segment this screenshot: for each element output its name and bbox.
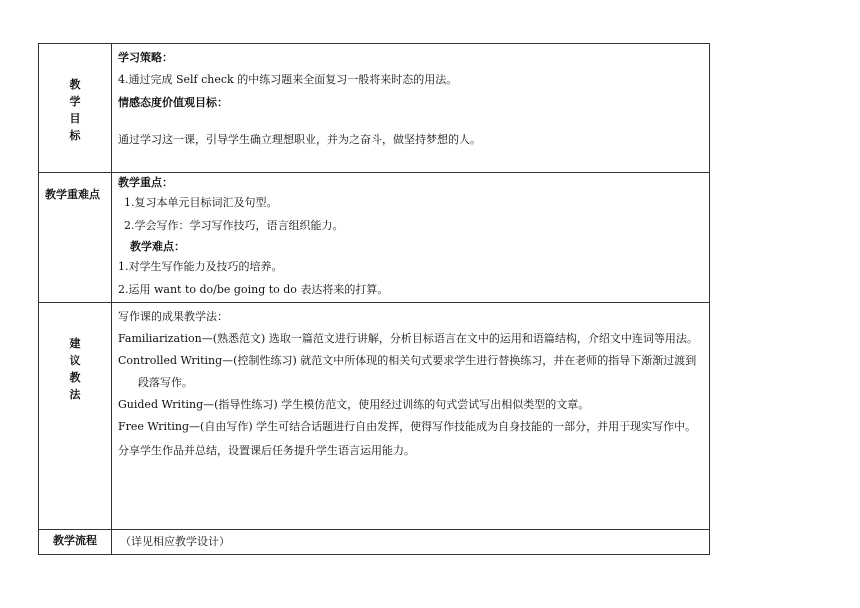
process-content-cell <box>112 530 710 555</box>
attitude-text: 通过学习这一课，引导学生确立理想职业，并为之奋斗，做坚持梦想的人。 <box>118 133 481 146</box>
strategy-item: 4.通过完成 Self check 的中练习题来全面复习一般将来时态的用法。 <box>118 73 458 86</box>
objectives-label-char: 目 <box>69 112 81 125</box>
focus-item: 2.学会写作：学习写作技巧，语言组织能力。 <box>124 219 344 232</box>
methods-content-cell <box>112 303 710 530</box>
methods-label-char: 建 <box>69 337 81 350</box>
difficulty-heading: 教学难点： <box>130 240 185 253</box>
key-points-label: 教学重难点 <box>45 188 100 201</box>
lesson-plan-table <box>38 43 710 555</box>
methods-row <box>39 303 710 530</box>
methods-label-char: 法 <box>69 388 81 401</box>
process-label-cell <box>39 530 112 555</box>
key-points-content-cell <box>112 173 710 303</box>
objectives-content-cell <box>112 44 710 173</box>
methods-label-cell <box>39 303 112 530</box>
method-item: 分享学生作品并总结，设置课后任务提升学生语言运用能力。 <box>118 444 415 457</box>
methods-intro: 写作课的成果教学法： <box>118 310 228 323</box>
method-item: Free Writing—(自由写作) 学生可结合话题进行自由发挥，使得写作技能成为自身技能的一部分，并用于现实写作中。 <box>118 420 697 433</box>
method-item: Guided Writing—(指导性练习) 学生模仿范文，使用经过训练的句式尝试写出相似类型的文章。 <box>118 398 590 411</box>
objectives-label-cell <box>39 44 112 173</box>
key-points-row <box>39 173 710 303</box>
process-label: 教学流程 <box>53 534 97 547</box>
process-text: （详见相应教学设计） <box>120 535 230 548</box>
strategy-heading: 学习策略： <box>118 51 173 64</box>
objectives-row <box>39 44 710 173</box>
objectives-label-char: 标 <box>69 129 81 142</box>
difficulty-item: 1.对学生写作能力及技巧的培养。 <box>118 260 283 273</box>
focus-item: 1.复习本单元目标词汇及句型。 <box>124 196 278 209</box>
objectives-label-char: 教 <box>69 78 81 91</box>
difficulty-item: 2.运用 want to do/be going to do 表达将来的打算。 <box>118 283 389 296</box>
methods-label-char: 议 <box>69 354 81 367</box>
key-points-label-cell <box>39 173 112 303</box>
attitude-heading: 情感态度价值观目标： <box>118 96 228 109</box>
methods-label-char: 教 <box>69 371 81 384</box>
objectives-label-char: 学 <box>69 95 81 108</box>
process-row <box>39 530 710 555</box>
method-item: Familiarization—(熟悉范文) 选取一篇范文进行讲解，分析目标语言在文中的运用和语篇结构，介绍文中连词等用法。 <box>118 332 698 345</box>
focus-heading: 教学重点： <box>118 176 173 189</box>
method-item: Controlled Writing—(控制性练习) 就范文中所体现的相关句式要求学生进行替换练习，并在老师的指导下渐渐过渡到段落写作。 <box>118 354 697 389</box>
